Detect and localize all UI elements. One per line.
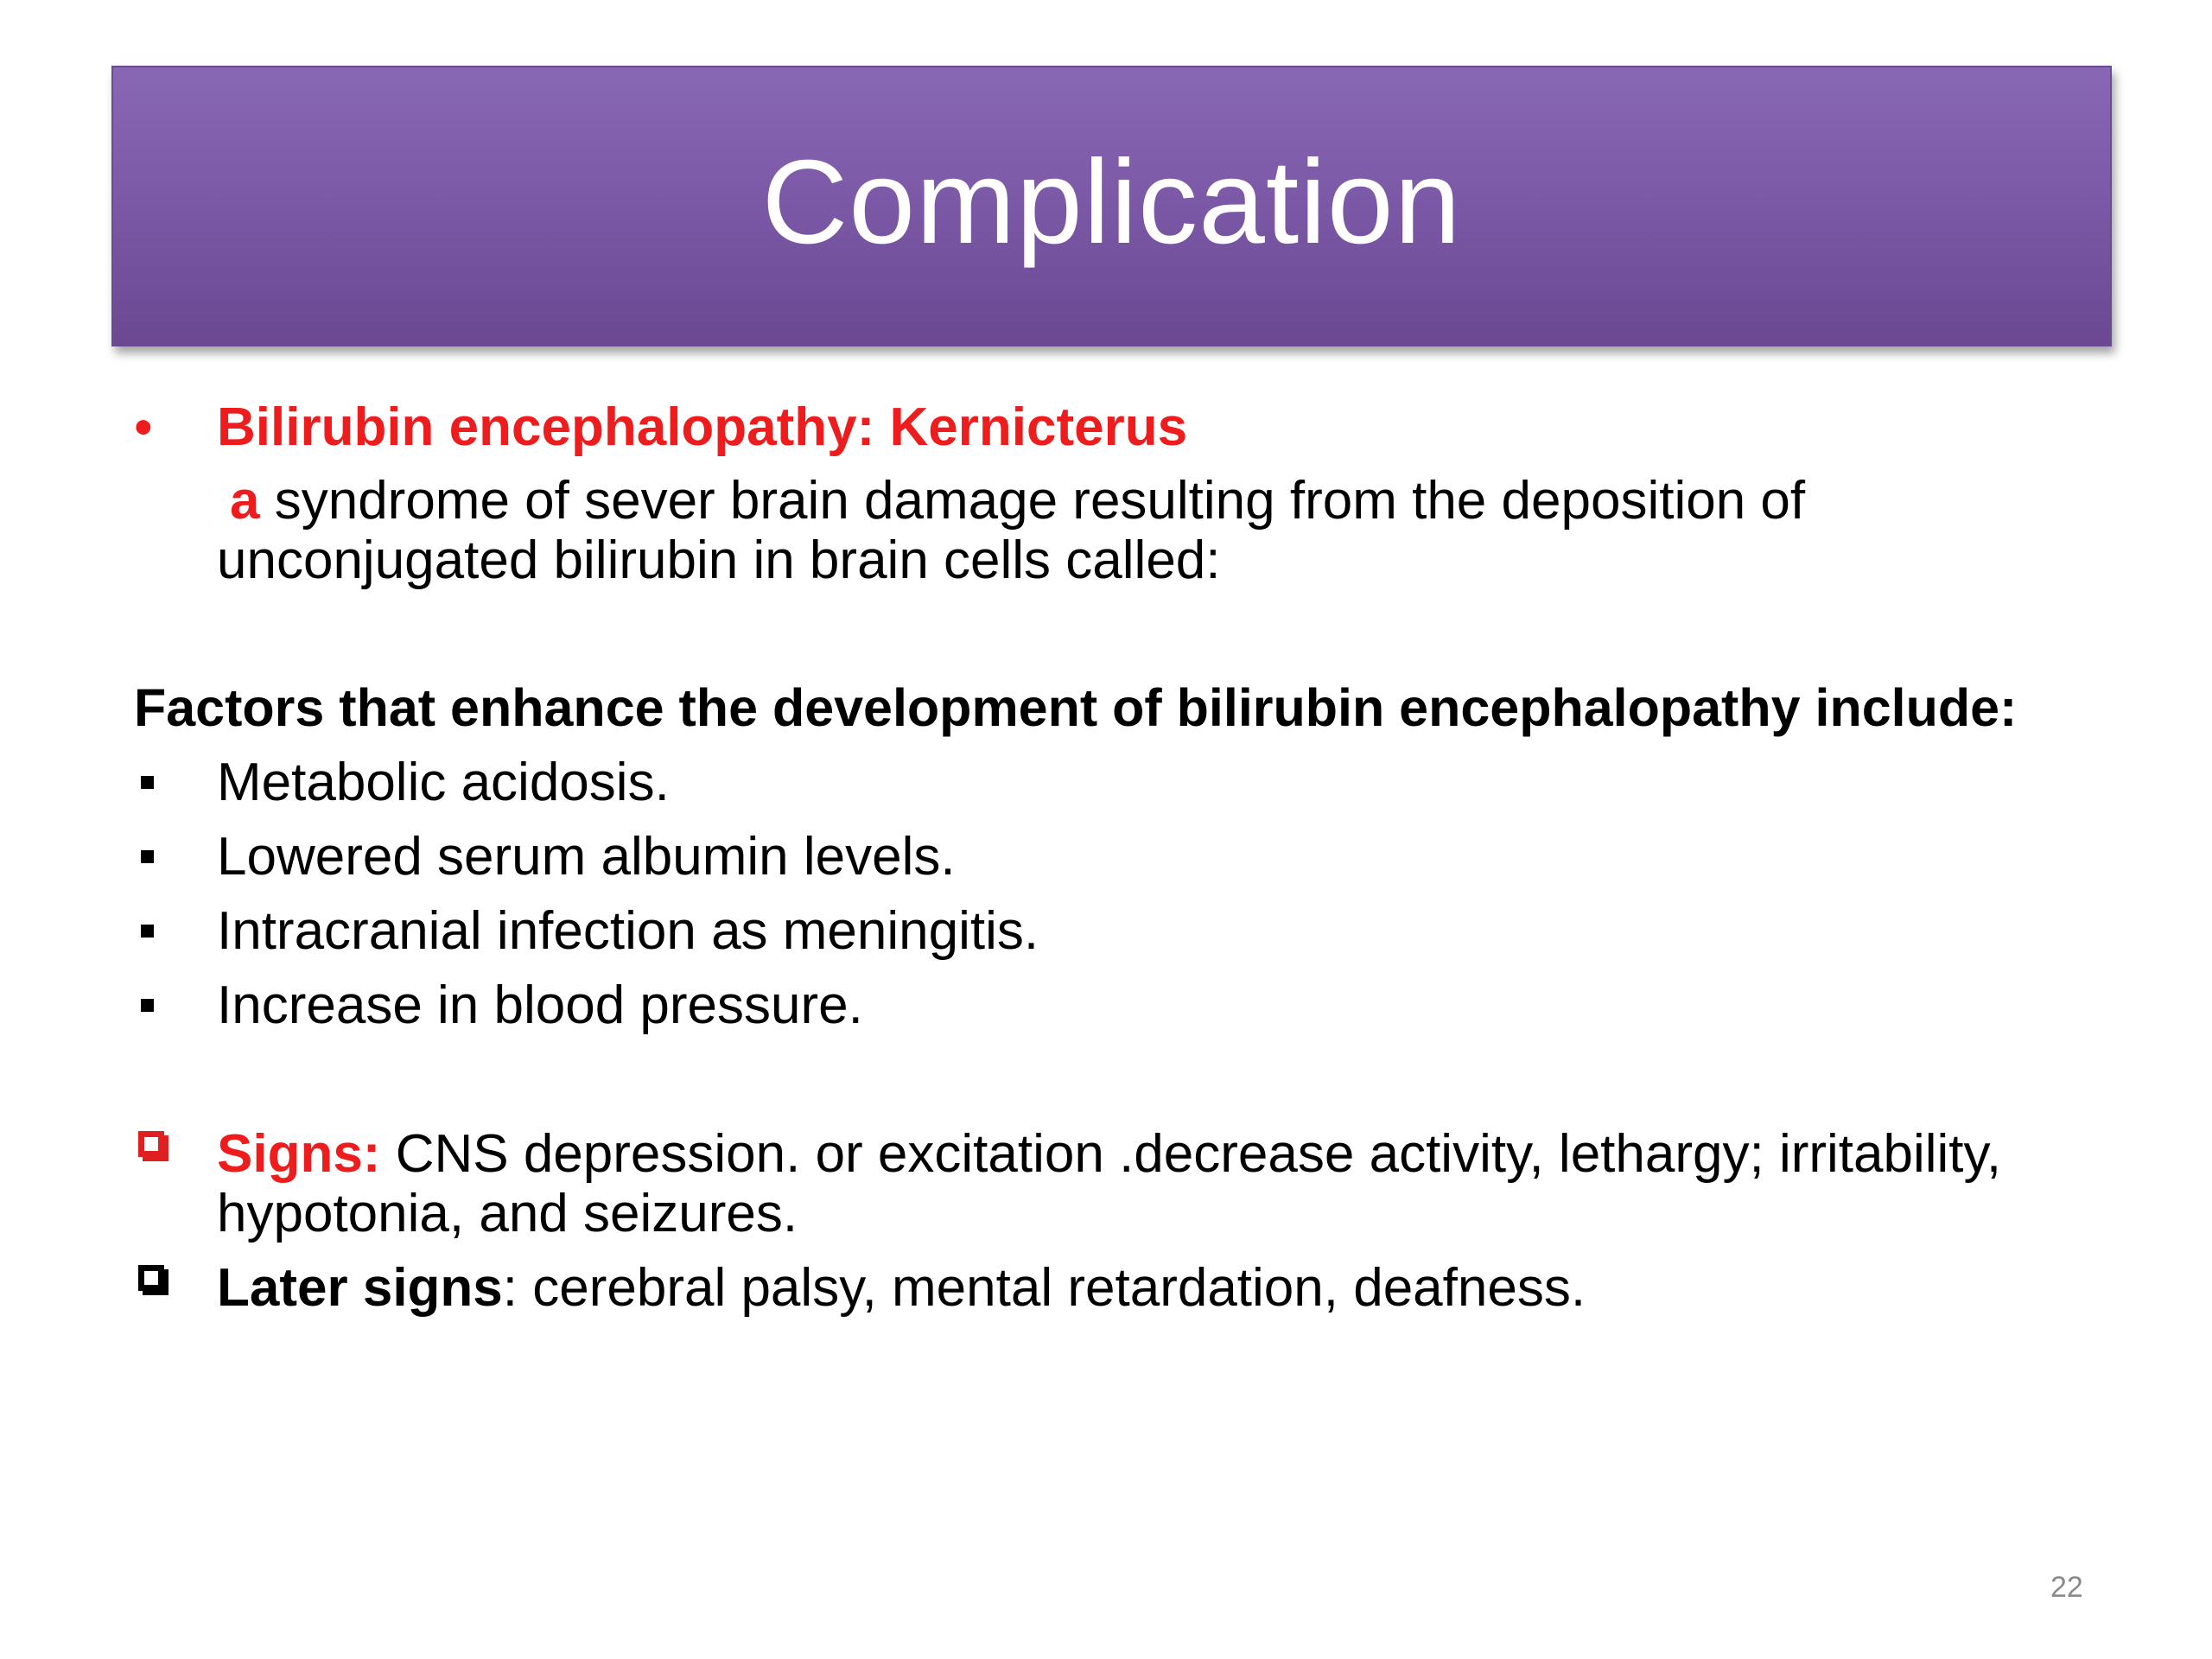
checkbox-bullet-icon bbox=[138, 1265, 164, 1291]
square-bullet bbox=[141, 925, 154, 938]
checkbox-bullet-icon bbox=[138, 1131, 164, 1157]
later-signs-line bbox=[217, 1258, 1586, 1318]
page-number: 22 bbox=[2050, 1571, 2083, 1604]
later-signs-text: : cerebral palsy, mental retardation, deafness. bbox=[502, 1258, 1586, 1318]
bullet-dot: • bbox=[134, 397, 153, 457]
factor-item: Lowered serum albumin levels. bbox=[217, 827, 956, 887]
signs-line1 bbox=[217, 1124, 2002, 1184]
square-bullet bbox=[141, 850, 154, 863]
signs-label: Signs: bbox=[217, 1124, 381, 1184]
kernicterus-definition-line2: unconjugated bilirubin in brain cells called: bbox=[217, 531, 1221, 590]
definition-lead: a bbox=[230, 471, 260, 531]
factors-heading: Factors that enhance the development of bilirubin encephalopathy include: bbox=[134, 678, 2018, 737]
factor-item: Increase in blood pressure. bbox=[217, 976, 863, 1035]
slide-title: Complication bbox=[761, 135, 1462, 269]
kernicterus-definition-line1 bbox=[230, 471, 1806, 531]
square-bullet bbox=[141, 999, 154, 1012]
signs-line2: hypotonia, and seizures. bbox=[217, 1184, 798, 1243]
later-signs-label: Later signs bbox=[217, 1258, 503, 1318]
factor-item: Intracranial infection as meningitis. bbox=[217, 901, 1039, 961]
signs-text-1: CNS depression. or excitation .decrease activity, lethargy; irritability, bbox=[395, 1124, 2002, 1184]
square-bullet bbox=[141, 776, 154, 789]
kernicterus-heading: Bilirubin encephalopathy: Kernicterus bbox=[217, 397, 1188, 457]
definition-text-1: syndrome of sever brain damage resulting from the deposition of bbox=[274, 471, 1806, 531]
factor-item: Metabolic acidosis. bbox=[217, 753, 670, 812]
